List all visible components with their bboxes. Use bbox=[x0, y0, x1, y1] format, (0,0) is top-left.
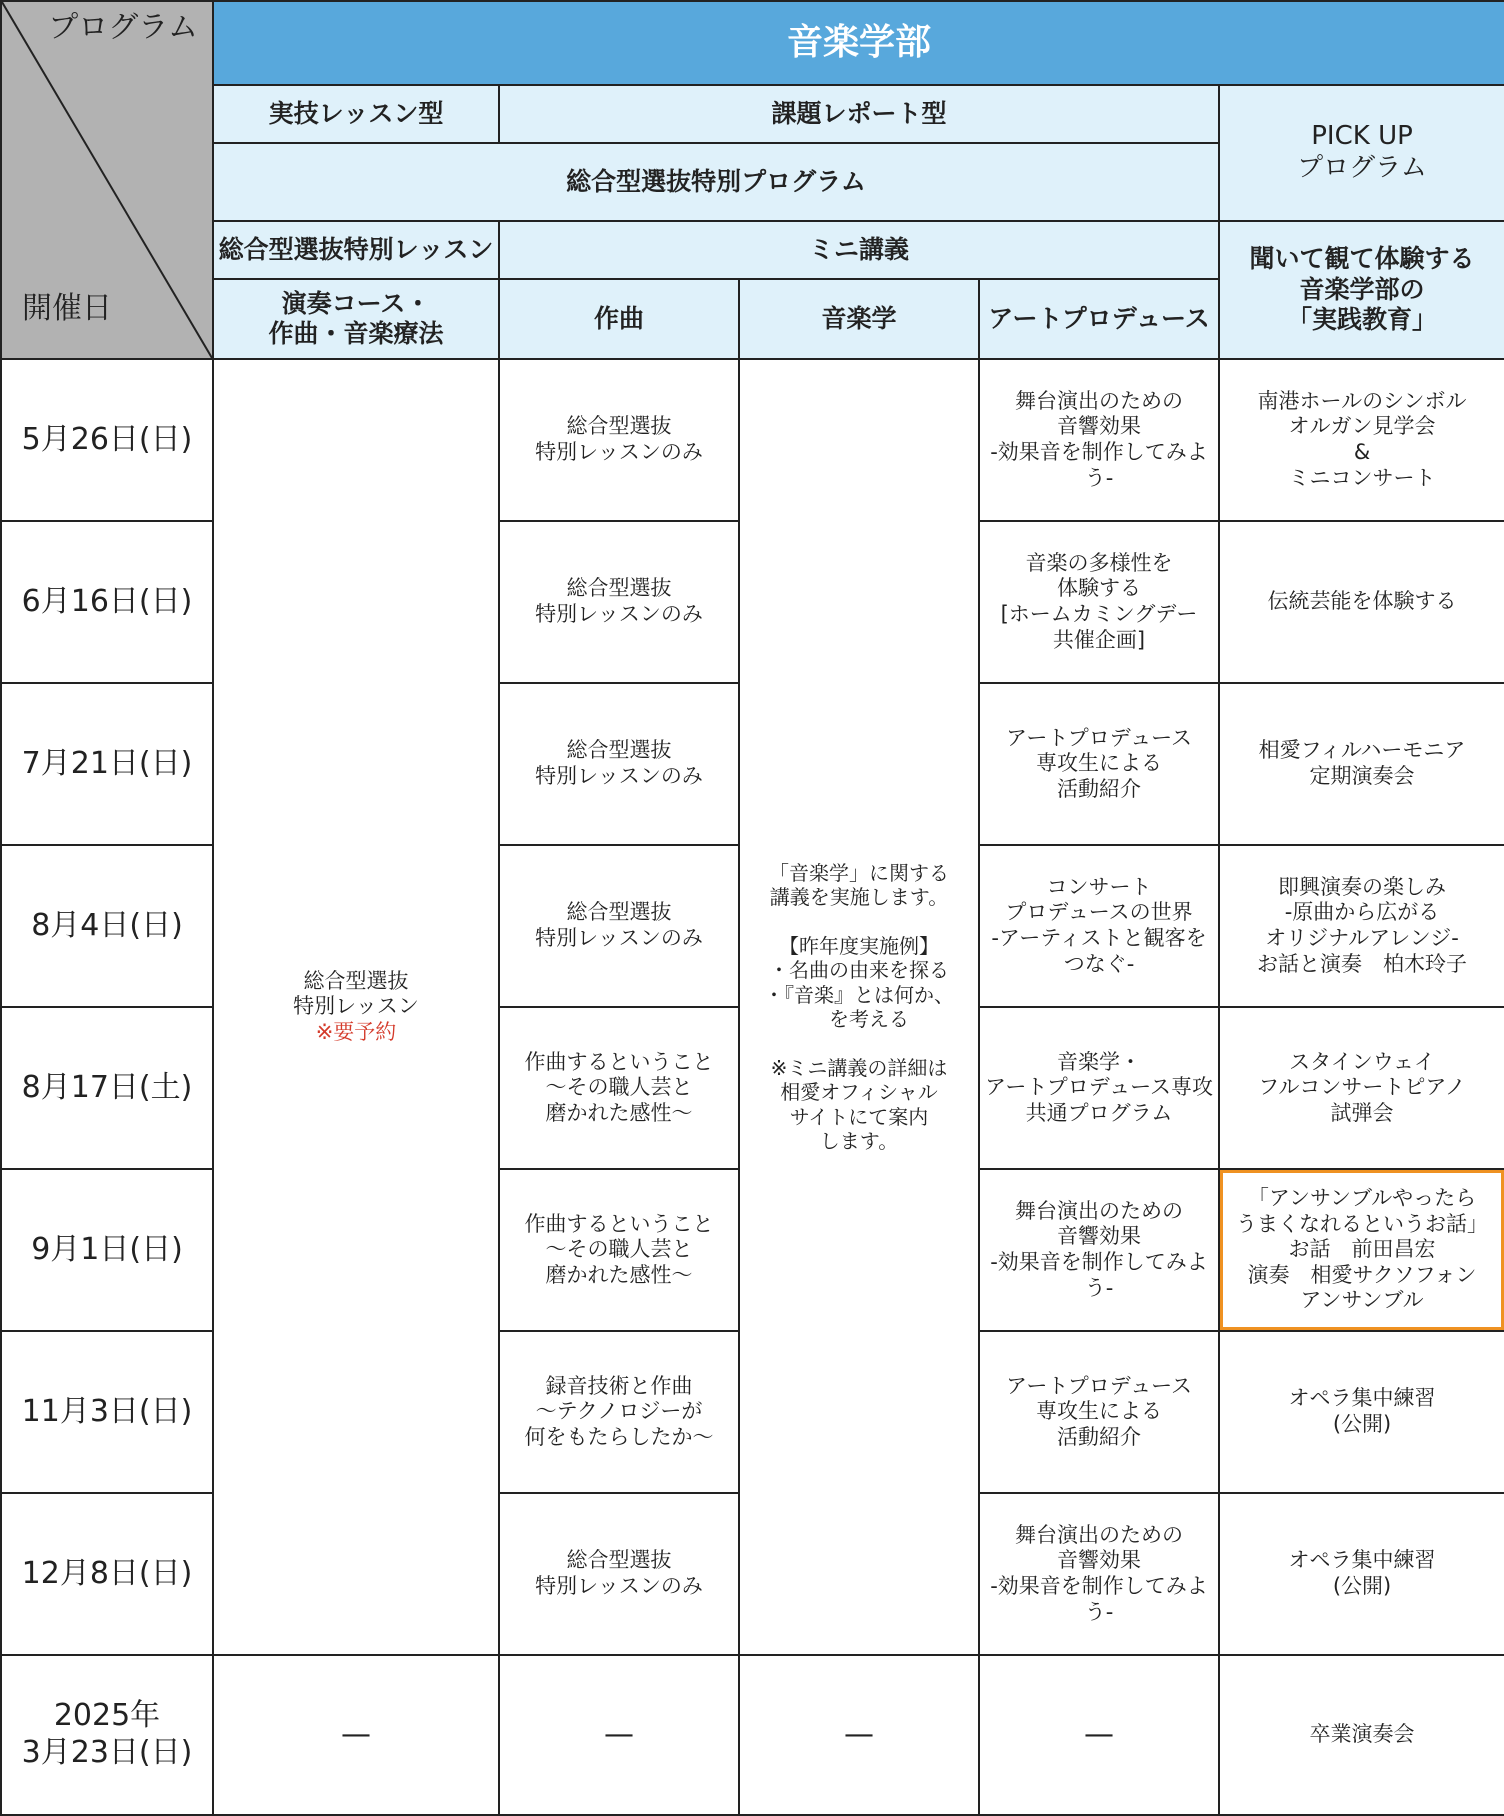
pickup-sub-header: 聞いて観て体験する 音楽学部の 「実践教育」 bbox=[1219, 221, 1504, 359]
col-composition-header: 作曲 bbox=[499, 279, 739, 359]
sogo-lesson-span-cell bbox=[213, 359, 499, 1655]
artproduce-cell: コンサート プロデュースの世界 -アーティストと観客を つなぐ- bbox=[979, 845, 1219, 1007]
composition-cell: 総合型選抜 特別レッスンのみ bbox=[499, 1493, 739, 1655]
lesson-text: 総合型選抜 特別レッスン bbox=[293, 968, 419, 1019]
sogo-lesson-header: 総合型選抜特別レッスン bbox=[213, 221, 499, 279]
table-row-final bbox=[1, 1655, 1504, 1815]
date-cell: 6月16日(日) bbox=[1, 521, 213, 683]
pickup-cell: オペラ集中練習 (公開) bbox=[1219, 1493, 1504, 1655]
corner-date-label: 開催日 bbox=[22, 291, 112, 327]
table-row bbox=[1, 359, 1504, 521]
composition-cell: 総合型選抜 特別レッスンのみ bbox=[499, 521, 739, 683]
date-cell: 7月21日(日) bbox=[1, 683, 213, 845]
artproduce-cell: アートプロデュース 専攻生による 活動紹介 bbox=[979, 683, 1219, 845]
pickup-cell-highlighted: 「アンサンブルやったら うまくなれるというお話」 お話 前田昌宏 演奏 相愛サクソフォン アンサンブル bbox=[1219, 1169, 1504, 1331]
date-cell: 8月17日(土) bbox=[1, 1007, 213, 1169]
col-performance-header: 演奏コース・ 作曲・音楽療法 bbox=[213, 279, 499, 359]
composition-cell: 総合型選抜 特別レッスンのみ bbox=[499, 845, 739, 1007]
col-musicology-header: 音楽学 bbox=[739, 279, 979, 359]
composition-cell: 録音技術と作曲 〜テクノロジーが 何をもたらしたか〜 bbox=[499, 1331, 739, 1493]
kadai-type-header: 課題レポート型 bbox=[499, 85, 1219, 143]
musicology-span-cell: 「音楽学」に関する 講義を実施します。 【昨年度実施例】 ・名曲の由来を探る ・『音楽』とは何か、 を考える ※ミニ講義の詳細は 相愛オフィシャル サイトにて案内 します。 bbox=[739, 359, 979, 1655]
date-cell: 12月8日(日) bbox=[1, 1493, 213, 1655]
dash-cell: — bbox=[499, 1655, 739, 1815]
dash-cell: — bbox=[979, 1655, 1219, 1815]
artproduce-cell: アートプロデュース 専攻生による 活動紹介 bbox=[979, 1331, 1219, 1493]
date-cell: 9月1日(日) bbox=[1, 1169, 213, 1331]
dash-cell: — bbox=[739, 1655, 979, 1815]
composition-cell: 作曲するということ 〜その職人芸と 磨かれた感性〜 bbox=[499, 1007, 739, 1169]
reservation-note: ※要予約 bbox=[315, 1019, 397, 1044]
corner-header bbox=[1, 1, 213, 359]
artproduce-cell: 舞台演出のための 音響効果 -効果音を制作してみよう- bbox=[979, 359, 1219, 521]
pickup-cell: 伝統芸能を体験する bbox=[1219, 521, 1504, 683]
pickup-cell: スタインウェイ フルコンサートピアノ 試弾会 bbox=[1219, 1007, 1504, 1169]
composition-cell: 作曲するということ 〜その職人芸と 磨かれた感性〜 bbox=[499, 1169, 739, 1331]
mini-lecture-header: ミニ講義 bbox=[499, 221, 1219, 279]
col-artproduce-header: アートプロデュース bbox=[979, 279, 1219, 359]
pickup-cell: 相愛フィルハーモニア 定期演奏会 bbox=[1219, 683, 1504, 845]
date-cell: 8月4日(日) bbox=[1, 845, 213, 1007]
jitsugi-type-header: 実技レッスン型 bbox=[213, 85, 499, 143]
composition-cell: 総合型選抜 特別レッスンのみ bbox=[499, 683, 739, 845]
sogo-program-header: 総合型選抜特別プログラム bbox=[213, 143, 1219, 221]
pickup-cell: オペラ集中練習 (公開) bbox=[1219, 1331, 1504, 1493]
pickup-cell: 南港ホールのシンボル オルガン見学会 & ミニコンサート bbox=[1219, 359, 1504, 521]
pickup-cell: 即興演奏の楽しみ -原曲から広がる オリジナルアレンジ- お話と演奏 柏木玲子 bbox=[1219, 845, 1504, 1007]
artproduce-cell: 音楽の多様性を 体験する [ホームカミングデー 共催企画] bbox=[979, 521, 1219, 683]
date-cell: 2025年 3月23日(日) bbox=[1, 1655, 213, 1815]
pickup-cell: 卒業演奏会 bbox=[1219, 1655, 1504, 1815]
dash-cell: — bbox=[213, 1655, 499, 1815]
date-cell: 11月3日(日) bbox=[1, 1331, 213, 1493]
artproduce-cell: 舞台演出のための 音響効果 -効果音を制作してみよう- bbox=[979, 1169, 1219, 1331]
date-cell: 5月26日(日) bbox=[1, 359, 213, 521]
artproduce-cell: 舞台演出のための 音響効果 -効果音を制作してみよう- bbox=[979, 1493, 1219, 1655]
artproduce-cell: 音楽学・ アートプロデュース専攻 共通プログラム bbox=[979, 1007, 1219, 1169]
department-title: 音楽学部 bbox=[213, 1, 1504, 85]
pickup-header: PICK UP プログラム bbox=[1219, 85, 1504, 221]
composition-cell: 総合型選抜 特別レッスンのみ bbox=[499, 359, 739, 521]
corner-program-label: プログラム bbox=[48, 10, 198, 45]
